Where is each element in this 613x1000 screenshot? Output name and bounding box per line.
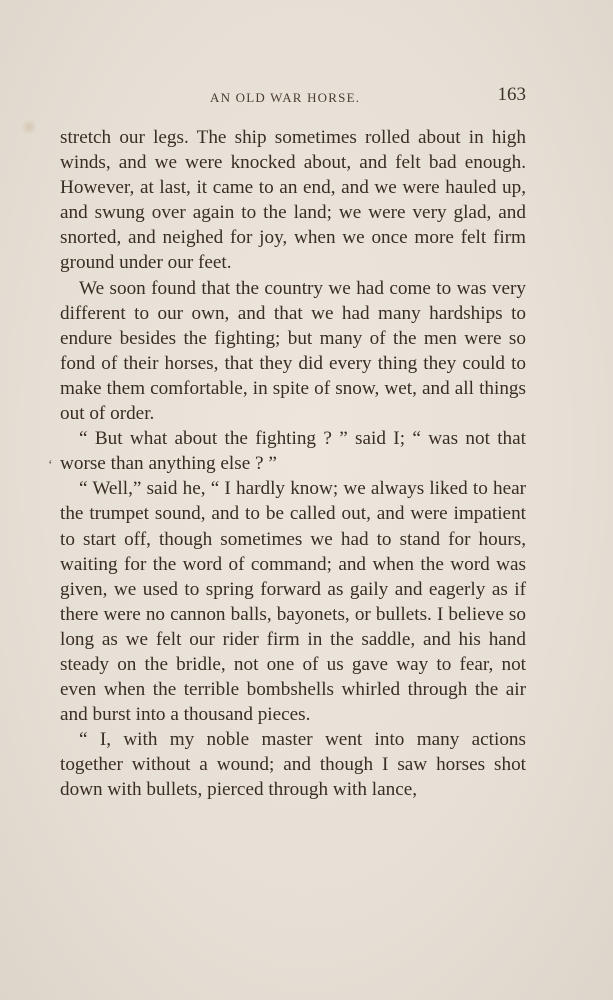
paragraph: “ But what about the fighting ? ” said I; “ was not that worse than anything else ? ”: [60, 428, 526, 475]
paragraph: “ Well,” said he, “ I hardly know; we always liked to hear the trumpet sound, and to be called out, and were impatient to start off, though sometimes we had to stand for hours, waiting for the word of command; and when the word was given, we used to spring forward as gaily and eagerly as if there were no cannon balls, bayonets, or bullets. I believe so long as we felt our rider firm in the saddle, and his hand steady on the bridle, not one of us gave way to fear, not even when the terrible bombshells whirled through the air and burst into a thousand pieces.: [60, 478, 526, 726]
margin-mark: ʻ: [48, 458, 53, 473]
page-number: 163: [497, 84, 526, 105]
running-title: AN OLD WAR HORSE.: [210, 90, 361, 105]
paragraph: stretch our legs. The ship sometimes rolled about in high winds, and we were knocked about, and felt bad enough. However, at last, it came to an end, and we were hauled up, and swung over again to the land; we were very glad, and snorted, and neighed for joy, when we once more felt firm ground under our feet.: [60, 127, 526, 274]
paper-stain: [22, 118, 36, 136]
page-header: [60, 84, 526, 110]
body-text: [60, 125, 526, 803]
paragraph: “ I, with my noble master went into many actions together without a wound; and though I saw horses shot down with bullets, pierced through with lance,: [60, 729, 526, 801]
paragraph: We soon found that the country we had come to was very different to our own, and that we had many hardships to endure besides the fighting; but many of the men were so fond of their horses, that they did every thing they could to make them comfortable, in spite of snow, wet, and all things out of order.: [60, 277, 526, 425]
